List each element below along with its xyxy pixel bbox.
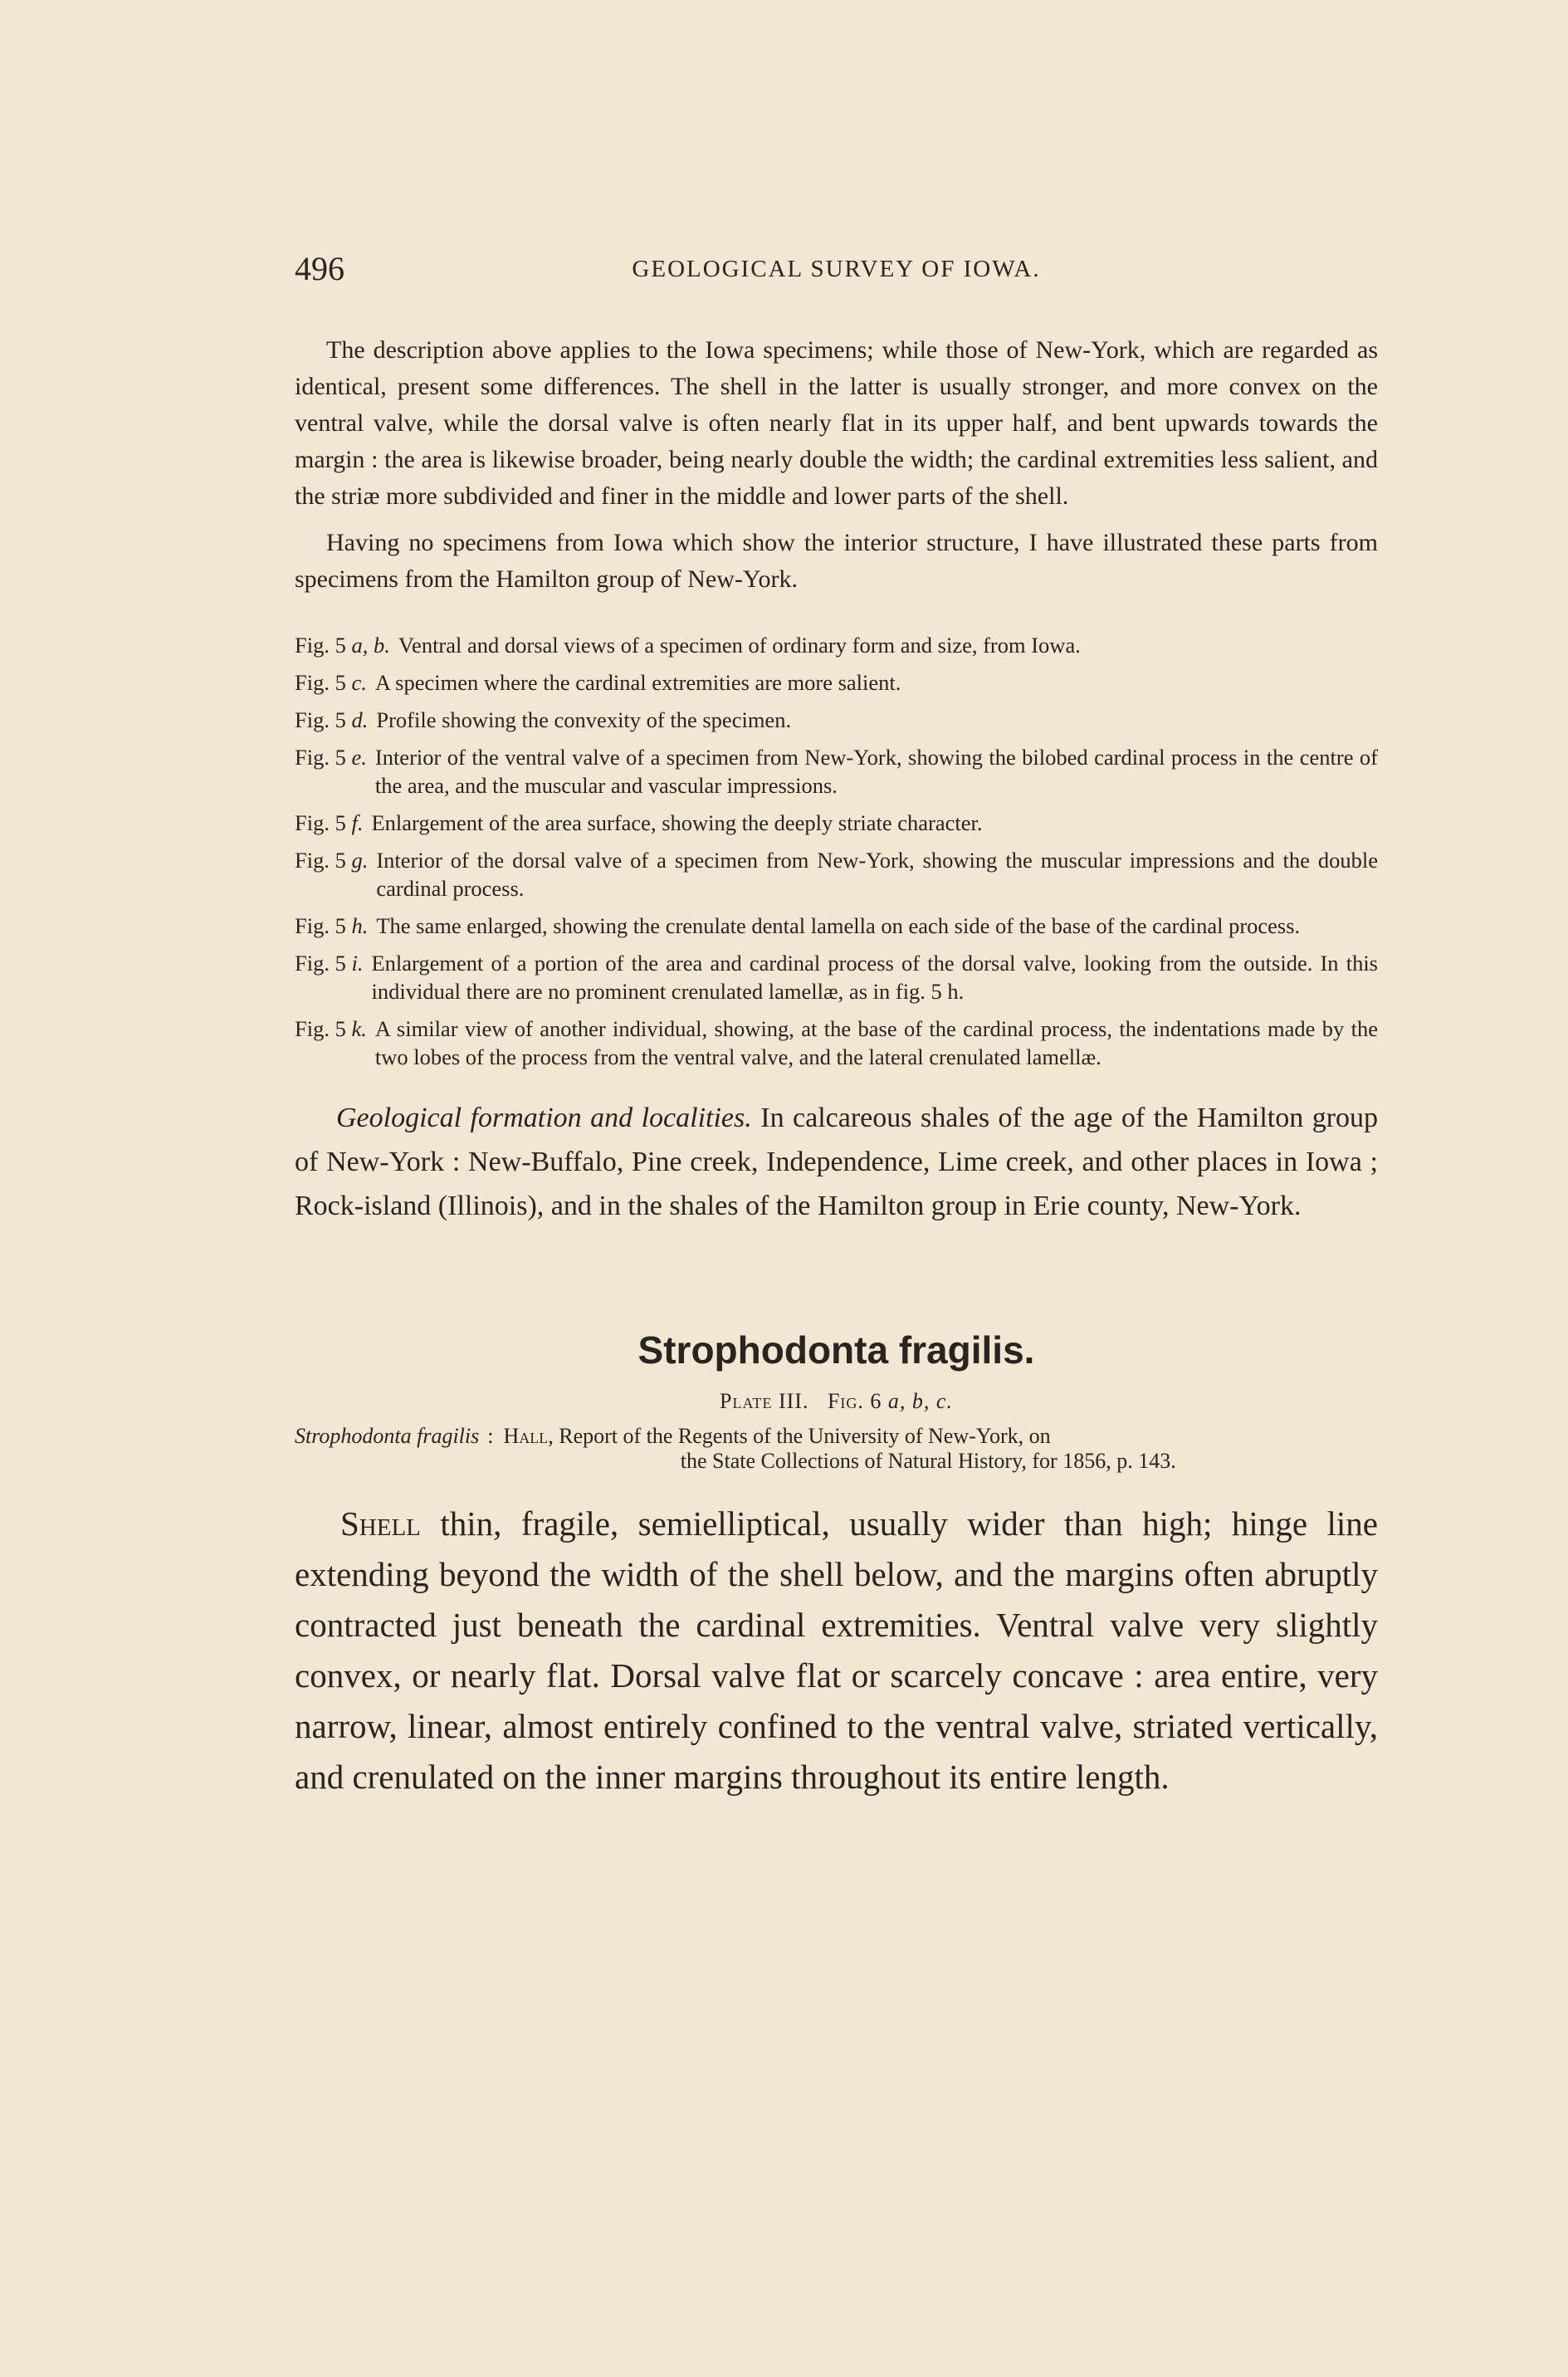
geology-text: In calcareous shales of the age of the Hamilton group of New-York : New-Buffalo, Pine creek, Independence, Lime creek, and other places in Iowa ; Rock-island (Illinois), and in the shales of the Hamilton group in Erie county, New-York. [295,1103,1379,1221]
figure-caption: Interior of the dorsal valve of a specimen from New-York, showing the muscular impressions and the double cardinal process. [376,848,1378,901]
figure-ref-label: Fig. 6 [827,1389,882,1413]
figure-caption: Profile showing the convexity of the specimen. [376,707,792,732]
plate-label: Plate III. [720,1389,809,1413]
figure-explanations [295,631,1378,1071]
figure-caption: Enlargement of a portion of the area and cardinal process of the dorsal valve, looking from the outside. In this individual there are no prominent crenulated lamellæ, as in fig. 5 h. [371,951,1378,1004]
figure-label: Fig. 5 c. [295,670,367,695]
figure-caption: The same enlarged, showing the crenulate dental lamella on each side of the base of the cardinal process. [376,913,1301,938]
figure-entry-5h [295,912,1378,940]
geology-heading: Geological formation and localities. [336,1103,752,1133]
figure-caption: Ventral and dorsal views of a specimen of ordinary form and size, from Iowa. [398,633,1081,658]
description-lead: Shell [340,1504,421,1543]
figure-label: Fig. 5 a, b. [295,633,390,658]
figure-label: Fig. 5 g. [295,848,369,873]
figure-entry-5c [295,668,1378,697]
figure-entry-5f [295,809,1378,837]
page-number: 496 [295,250,344,287]
figure-label: Fig. 5 f. [295,810,364,835]
citation-line-2: the State Collections of Natural History, for 1856, p. 143. [680,1449,1176,1473]
citation-author: Hall, [503,1424,554,1448]
body-paragraph-1: The description above applies to the Iowa specimens; while those of New-York, which are regarded as identical, present some differences. The shell in the latter is usually stronger, and more convex on the ventral valve, while the dorsal valve is often nearly flat in its upper half, and bent upwards towards the margin : the area is likewise broader, being nearly double the width; the cardinal extremities less salient, and the striæ more subdivided and finer in the middle and lower parts of the shell. [295,336,1378,510]
citation-species-name: Strophodonta fragilis [295,1424,480,1448]
figure-caption: Enlargement of the area surface, showing the deeply striate character. [371,810,983,835]
figure-caption: A specimen where the cardinal extremities are more salient. [374,670,901,695]
figure-entry-5i [295,949,1378,1005]
plate-reference [295,1389,1378,1414]
body-paragraph-2: Having no specimens from Iowa which show the interior structure, I have illustrated these parts from specimens from the Hamilton group of New-York. [295,529,1378,593]
book-page [295,249,1378,1837]
geological-formation-paragraph [295,1096,1378,1228]
figure-label: Fig. 5 i. [295,951,364,976]
citation-line-1: Hall, Report of the Regents of the University of New-York, on [503,1424,1051,1448]
figure-label: Fig. 5 e. [295,745,367,770]
figure-entry-5d [295,706,1378,734]
figure-label: Fig. 5 d. [295,707,369,732]
figure-caption: Interior of the ventral valve of a specimen from New-York, showing the bilobed cardinal process in the centre of the area, and the muscular and vascular impressions. [374,745,1378,798]
running-title: GEOLOGICAL SURVEY OF IOWA. [632,256,1041,282]
species-description [295,1499,1378,1802]
species-title: Strophodonta fragilis. [637,1328,1035,1372]
citation-separator: : [487,1424,494,1448]
figure-ref-letters: a, b, c. [887,1389,953,1413]
figure-caption: A similar view of another individual, showing, at the base of the cardinal process, the indentations made by the two lobes of the process from the ventral valve, and the lateral crenulated lamellæ. [374,1016,1378,1069]
synonymy-citation [295,1424,1378,1474]
figure-entry-5k [295,1015,1378,1071]
figure-entry-5e [295,743,1378,800]
description-text: thin, fragile, semielliptical, usually wider than high; hinge line extending beyond the width of the shell below, and the margins often abruptly contracted just beneath the cardinal extremities. Ventral valve very slightly convex, or nearly flat. Dorsal valve flat or scarcely concave : area entire, very narrow, linear, almost entirely confined to the ventral valve, striated vertically, and crenulated on the inner margins throughout its entire length. [295,1504,1378,1796]
figure-entry-5ab [295,631,1378,659]
running-head [295,249,1378,299]
figure-entry-5g [295,846,1378,902]
figure-label: Fig. 5 h. [295,913,369,938]
citation-body [503,1424,1378,1474]
figure-label: Fig. 5 k. [295,1016,367,1041]
